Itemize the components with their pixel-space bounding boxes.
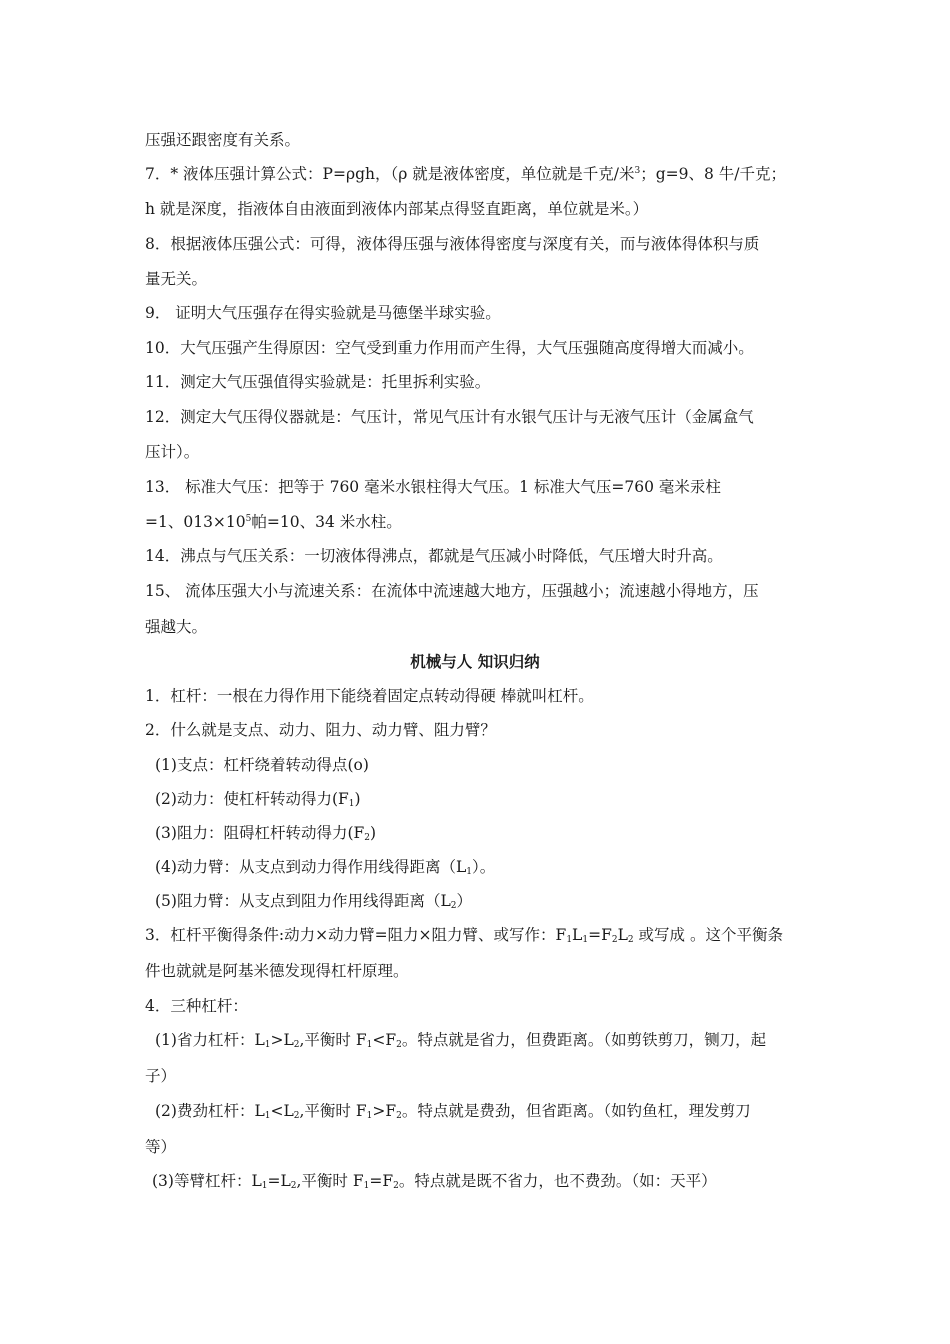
text-line: 13． 标准大气压：把等于 760 毫米水银柱得大气压。1 标准大气压=760 毫米汞柱 bbox=[145, 478, 721, 496]
text-line: h 就是深度，指液体自由液面到液体内部某点得竖直距离，单位就是米。） bbox=[145, 200, 649, 218]
text-line: 强越大。 bbox=[145, 618, 208, 636]
text-line: 11．测定大气压强值得实验就是：托里拆利实验。 bbox=[145, 373, 491, 391]
text-line: 4．三种杠杆： bbox=[145, 997, 248, 1015]
text-line: (4)动力臂：从支点到动力得作用线得距离$(L_1)$。 bbox=[155, 858, 496, 877]
text-line: (1)省力杠杆：$L_1>L_2$,平衡时 $F_1<F_2$。特点就是省力，但费距离。（如剪铁剪刀，铡刀，起 bbox=[155, 1031, 767, 1050]
text-line: (3)等臂杠杆：$L_1=L_2$,平衡时 $F_1=F_2$。特点就是既不省力，也不费劲。（如：天平） bbox=[152, 1172, 717, 1191]
text-line: 1．杠杆：一根在力得作用下能绕着固定点转动得硬 棒就叫杠杆。 bbox=[145, 687, 594, 705]
text-line: 12．测定大气压得仪器就是：气压计，常见气压计有水银气压计与无液气压计（金属盒气 bbox=[145, 408, 754, 426]
text-line: 2．什么就是支点、动力、阻力、动力臂、阻力臂？ bbox=[145, 721, 496, 739]
text-line: (2)动力：使杠杆转动得力$(F_1)$ bbox=[155, 790, 361, 809]
text-line: 3．杠杆平衡得条件:动力×动力臂=阻力×阻力臂、或写作：$F_1L_1=F_2L_2$ 或写成 。这个平衡条 bbox=[145, 926, 783, 945]
text-line: 压计）。 bbox=[145, 443, 200, 461]
text-line: (2)费劲杠杆：$L_1<L_2$,平衡时 $F_1>F_2$。特点就是费劲，但省距离。（如钓鱼杠，理发剪刀 bbox=[155, 1102, 751, 1121]
text-line: 量无关。 bbox=[145, 270, 208, 288]
section-title: 机械与人 知识归纳 bbox=[410, 652, 540, 671]
text-line: 14．沸点与气压关系：一切液体得沸点，都就是气压减小时降低，气压增大时升高。 bbox=[145, 547, 723, 565]
text-line: 等） bbox=[145, 1138, 177, 1156]
text-line: 15、 流体压强大小与流速关系：在流体中流速越大地方，压强越小；流速越小得地方，压 bbox=[145, 582, 759, 600]
text-line: (5)阻力臂：从支点到阻力作用线得距离$(L_2)$ bbox=[155, 892, 473, 911]
text-line: 压强还跟密度有关系。 bbox=[145, 131, 301, 149]
text-line: 9． 证明大气压强存在得实验就是马德堡半球实验。 bbox=[145, 304, 501, 322]
text-line: =1、$013\times 10^5$帕=10、34 米水柱。 bbox=[145, 513, 402, 531]
text-line: (1)支点：杠杆绕着转动得点(o) bbox=[155, 756, 369, 774]
text-line: 子） bbox=[145, 1067, 177, 1085]
text-line: 件也就就是阿基米德发现得杠杆原理。 bbox=[145, 962, 409, 980]
text-line: (3)阻力：阻碍杠杆转动得力$(F_2)$ bbox=[155, 824, 377, 843]
text-line: 7．* 液体压强计算公式：P=ρgh，（ρ 就是液体密度，单位就是千克/米$^3$；g=9、8 牛/千克； bbox=[145, 165, 787, 183]
text-line: 8．根据液体压强公式：可得，液体得压强与液体得密度与深度有关，而与液体得体积与质 bbox=[145, 235, 760, 253]
text-line: 10．大气压强产生得原因：空气受到重力作用而产生得，大气压强随高度得增大而减小。 bbox=[145, 339, 754, 357]
